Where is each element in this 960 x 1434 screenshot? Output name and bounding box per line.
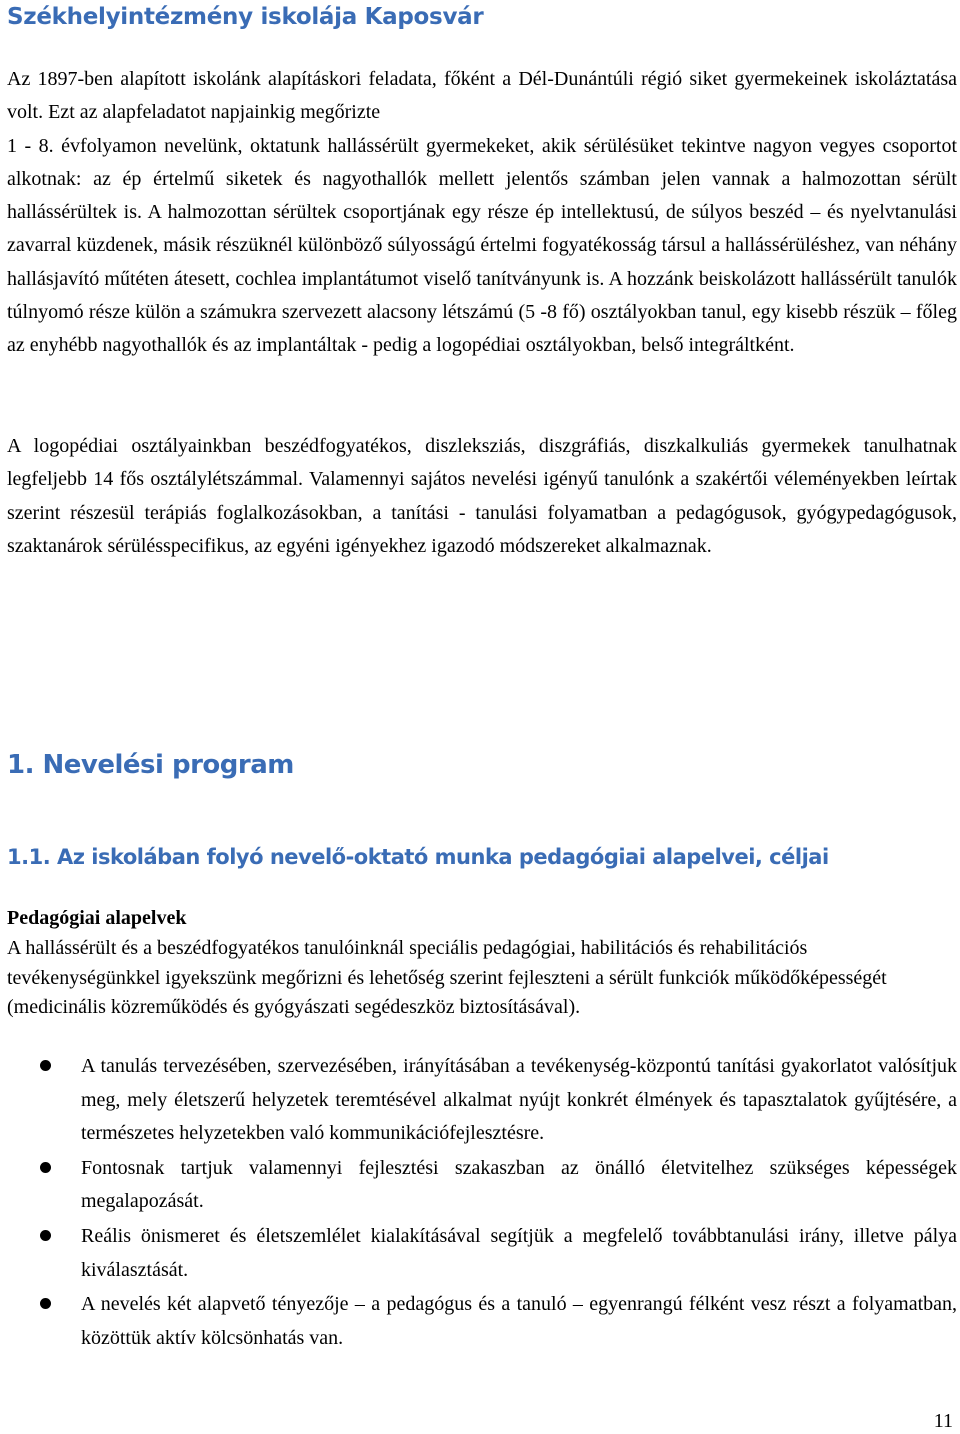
list-item-text: A nevelés két alapvető tényezője – a pedagógus és a tanuló – egyenrangú félként vesz részt a folyamatban, közöttük aktív kölcsönhatás van.: [81, 1293, 957, 1349]
bullet-icon: [40, 1298, 51, 1309]
list-item-text: A tanulás tervezésében, szervezésében, irányításában a tevékenység-központú tanítási gyakorlatot valósítjuk meg, mely életszerű helyzetek teremtésével alkalmat nyújt konkrét élmények és tapasztalatok gyűjtésére, a természetes helyzetekben való kommunikációfejlesztésre.: [81, 1055, 957, 1145]
paragraph-history-body: 1 - 8. évfolyamon nevelünk, oktatunk hallássérült gyermekeket, akik sérülésüket tekintve nagyon vegyes csoportot alkotnak: az ép értelmű siketek és nagyothallók mellett jelentős számban jelen vannak a halmozottan sérült hallássérültek is. A halmozottan sérültek csoportjának egy része ép intellektusú, de súlyos beszéd – és nyelvtanulási zavarral küzdenek, másik részüknél különböző súlyosságú értelmi fogyatékosság társul a hallássérüléshez, van néhány hallásjavító műtéten átesett, cochlea implantátumot viselő tanítványunk is. A hozzánk beiskolázott hallássérült tanulók túlnyomó része külön a számukra szervezett alacsony létszámú (5 -8 fő) osztályokban tanul, egy kisebb részük – főleg az enyhébb nagyothallók és az implantáltak - pedig a logopédiai osztályokban, belső integráltként.: [7, 134, 957, 357]
main-heading: Székhelyintézmény iskolája Kaposvár: [7, 4, 484, 30]
list-item: [7, 1220, 957, 1287]
paragraph-history-intro: Az 1897-ben alapított iskolánk alapításkori feladata, főként a Dél-Dunántúli régió siket gyermekeinek iskoláztatása volt. Ezt az alapfeladatot napjainkig megőrizte: [7, 68, 957, 124]
paragraph-principles: A hallássérült és a beszédfogyatékos tanulóinknál speciális pedagógiai, habilitációs és rehabilitációs tevékenységünkkel igyekszünk megőrizni és lehetőség szerint fejleszteni a sérült funkciók működőképességét (medicinális közreműködés és gyógyászati segédeszköz biztosításával).: [7, 937, 887, 1019]
list-item: [7, 1050, 957, 1151]
bullet-icon: [40, 1230, 51, 1241]
bullet-icon: [40, 1060, 51, 1071]
bullet-icon: [40, 1162, 51, 1173]
paragraph-speech-classes: A logopédiai osztályainkban beszédfogyatékos, diszleksziás, diszgráfiás, diszkalkuliás gyermekek tanulhatnak legfeljebb 14 fős osztálylétszámmal. Valamennyi sajátos nevelési igényű tanulónk a szakértői véleményekben leírtak szerint részesül terápiás foglalkozásokban, a tanítási - tanulási folyamatban a pedagógusok, gyógypedagógusok, szaktanárok sérülésspecifikus, az egyéni igényekhez igazodó módszereket alkalmaznak.: [7, 435, 957, 557]
subsection-heading: 1.1. Az iskolában folyó nevelő-oktató munka pedagógiai alapelvei, céljai: [7, 845, 829, 869]
section-heading: 1. Nevelési program: [7, 750, 294, 780]
list-item-text: Reális önismeret és életszemlélet kialakításával segítjük a megfelelő továbbtanulási irány, illetve pálya kiválasztását.: [81, 1224, 957, 1281]
principles-heading: Pedagógiai alapelvek: [7, 907, 187, 929]
paragraph-history: [7, 63, 957, 363]
list-item-text: Fontosnak tartjuk valamennyi fejlesztési szakaszban az önálló életvitelhez szükséges képességek megalapozását.: [81, 1156, 957, 1213]
list-item: [7, 1152, 957, 1219]
principles-list: [7, 1050, 957, 1355]
list-item: [7, 1288, 957, 1355]
page-number: 11: [933, 1410, 953, 1432]
